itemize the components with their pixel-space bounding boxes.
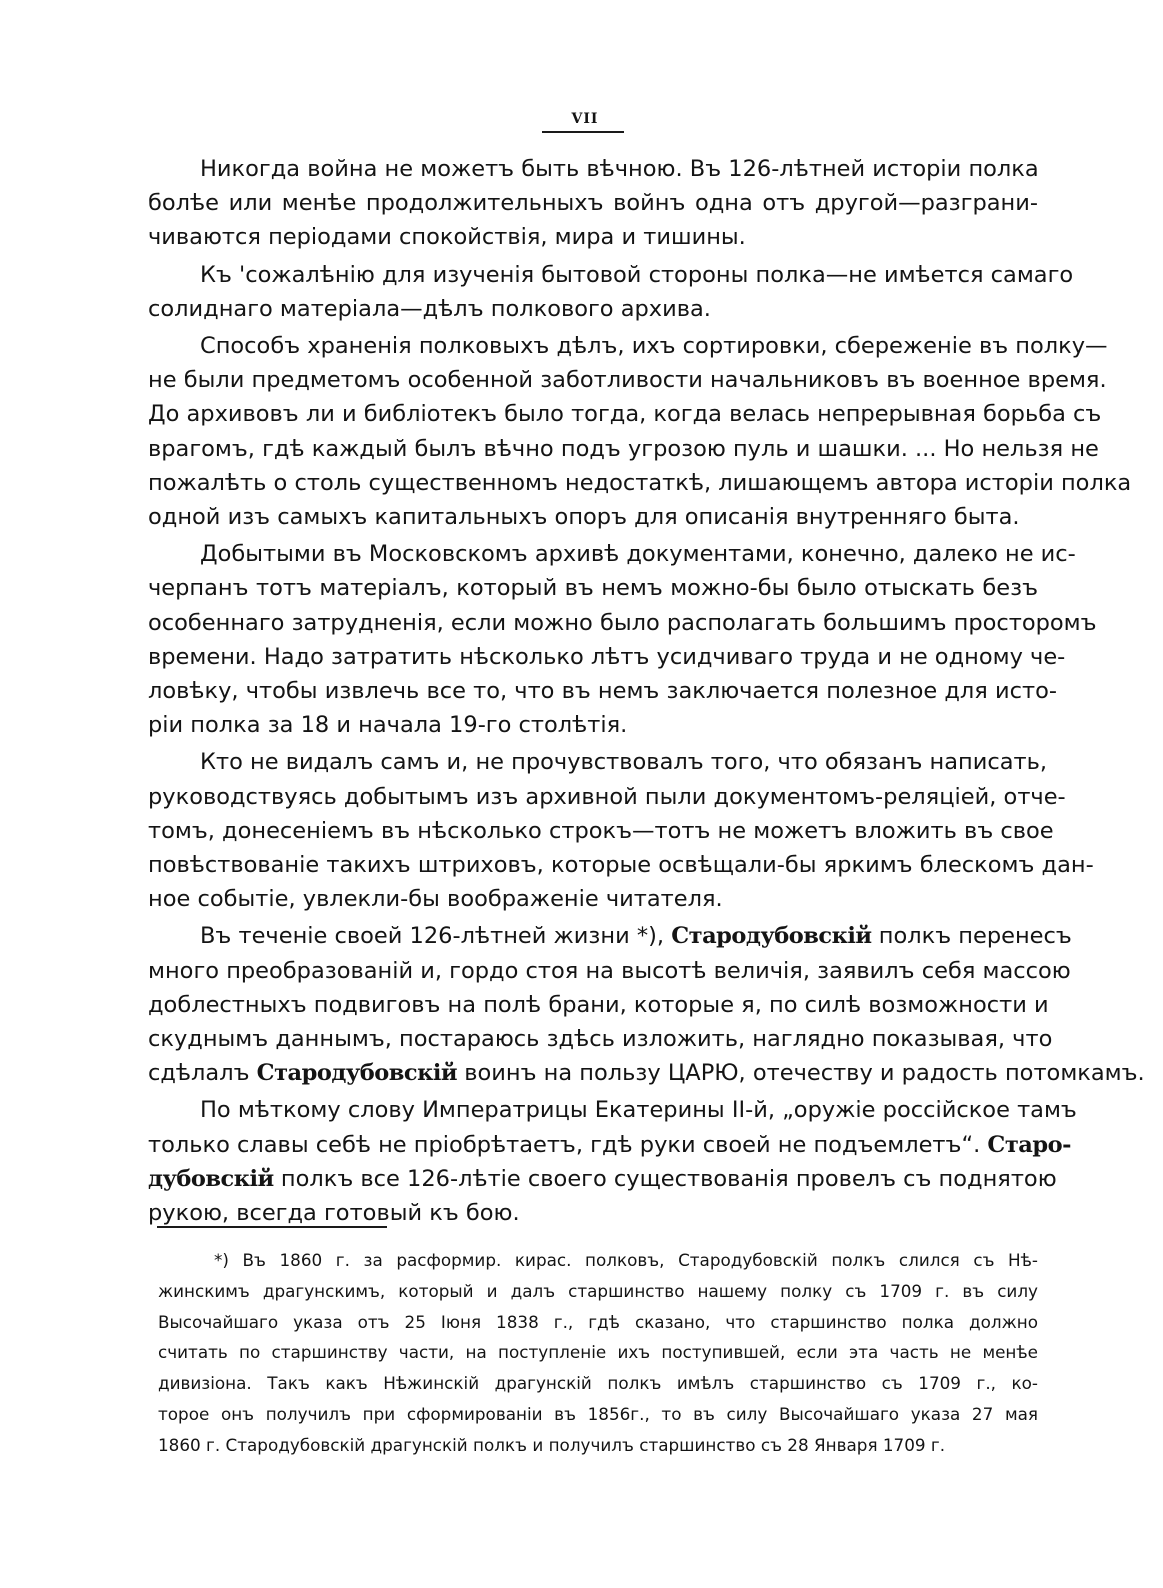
text-line: времени. Надо затратить нѣсколько лѣтъ усидчиваго труда и не одному че-	[148, 643, 1066, 670]
footnote-line: *) Въ 1860 г. за расформир. кирас. полковъ, Стародубовскій полкъ слился съ Нѣ-	[214, 1250, 1038, 1270]
text-line: доблестныхъ подвиговъ на полѣ брани, которые я, по силѣ возможности и	[148, 991, 1049, 1018]
text-run: Въ теченіе своей 126-лѣтней жизни *),	[200, 923, 665, 950]
text-line	[148, 919, 1072, 953]
regiment-name-emphasis: Старо-	[987, 1131, 1071, 1158]
text-run: воинъ на пользу ЦАРЮ, отечеству и радость потомкамъ.	[464, 1060, 1145, 1087]
text-line: ріи полка за 18 и начала 19-го столѣтія.	[148, 712, 628, 739]
text-line: чиваются періодами спокойствія, мира и тишины.	[148, 224, 746, 251]
text-line: врагомъ, гдѣ каждый былъ вѣчно подъ угрозою пуль и шашки. ... Но нельзя не	[148, 435, 1099, 462]
text-line: Къ 'сожалѣнію для изученія бытовой стороны полка—не имѣется самаго	[200, 261, 1074, 288]
regiment-name-emphasis: Стародубовскій	[256, 1060, 458, 1087]
text-line: По мѣткому слову Императрицы Екатерины II-й, „оружіе россійское тамъ	[200, 1097, 1077, 1124]
regiment-name-emphasis: Стародубовскій	[671, 923, 872, 950]
text-line: рукою, всегда готовый къ бою.	[148, 1200, 520, 1227]
text-run: только славы себѣ не пріобрѣтаетъ, гдѣ руки своей не подъемлетъ“.	[148, 1131, 981, 1158]
text-line: Способъ храненія полковыхъ дѣлъ, ихъ сортировки, сбереженіе въ полку—	[200, 333, 1108, 360]
text-line: ное событіе, увлекли-бы воображеніе читателя.	[148, 886, 723, 913]
text-run: сдѣлалъ	[148, 1060, 250, 1087]
footnote-separator	[157, 1226, 387, 1228]
text-line: Никогда война не можетъ быть вѣчною. Въ 126-лѣтней исторіи полка	[200, 156, 1039, 182]
text-run: полкъ все 126-лѣтіе своего существованія провелъ съ поднятою	[280, 1165, 1057, 1192]
text-line	[148, 1128, 1071, 1162]
text-line: томъ, донесеніемъ въ нѣсколько строкъ—тотъ не можетъ вложить въ свое	[148, 817, 1054, 844]
text-run: полкъ перенесъ	[878, 923, 1072, 950]
text-line: одной изъ самыхъ капитальныхъ опоръ для описанія внутренняго быта.	[148, 504, 1020, 531]
footnote-line: жинскимъ драгунскимъ, который и далъ старшинство нашему полку съ 1709 г. въ силу	[158, 1280, 1038, 1301]
page-number: VII	[571, 111, 599, 127]
footnote-line: 1860 г. Стародубовскій драгунскій полкъ и получилъ старшинство съ 28 Января 1709 г.	[158, 1434, 946, 1455]
text-line: Кто не видалъ самъ и, не прочувствовалъ того, что обязанъ написать,	[200, 749, 1048, 776]
text-line	[148, 1056, 1145, 1090]
footnote-line: торое онъ получилъ при сформированіи въ 1856г., то въ силу Высочайшаго указа 27 мая	[158, 1403, 1038, 1424]
text-line: солиднаго матеріала—дѣлъ полкового архива.	[148, 295, 711, 322]
page-number-rule	[542, 131, 624, 133]
footnote-line: Высочайшаго указа отъ 25 Іюня 1838 г., гдѣ сказано, что старшинство полка должно	[158, 1311, 1038, 1332]
text-line: скуднымъ даннымъ, постараюсь здѣсь изложить, наглядно показывая, что	[148, 1026, 1053, 1053]
text-line: много преобразованій и, гордо стоя на высотѣ величія, заявилъ себя массою	[148, 957, 1071, 984]
text-line	[148, 1162, 1057, 1196]
text-line: повѣствованіе такихъ штриховъ, которые освѣщали-бы яркимъ блескомъ дан-	[148, 852, 1094, 879]
text-line: болѣе или менѣе продолжительныхъ войнъ одна отъ другой—разграни-	[148, 190, 1038, 217]
text-line: руководствуясь добытымъ изъ архивной пыли документомъ-реляціей, отче-	[148, 783, 1066, 810]
text-line: Добытыми въ Московскомъ архивѣ документами, конечно, далеко не ис-	[200, 541, 1076, 568]
text-line: черпанъ тотъ матеріалъ, который въ немъ можно-бы было отыскать безъ	[148, 575, 1038, 602]
footnote-line: считать по старшинству части, на поступленіе ихъ поступившей, если эта часть не менѣе	[158, 1342, 1038, 1363]
regiment-name-emphasis: дубовскій	[148, 1165, 274, 1192]
text-line: пожалѣть о столь существенномъ недостаткѣ, лишающемъ автора исторіи полка	[148, 469, 1132, 496]
text-line: ловѣку, чтобы извлечь все то, что въ немъ заключается полезное для исто-	[148, 678, 1057, 705]
body-text	[148, 152, 1145, 1230]
footnote	[158, 1245, 1038, 1461]
text-line: особеннаго затрудненія, если можно было располагать большимъ просторомъ	[148, 609, 1097, 636]
text-line: До архивовъ ли и библіотекъ было тогда, когда велась непрерывная борьба съ	[148, 401, 1102, 428]
footnote-line: дивизіона. Такъ какъ Нѣжинскій драгунскій полкъ имѣлъ старшинство съ 1709 г., ко-	[158, 1373, 1038, 1394]
text-line: не были предметомъ особенной заботливости начальниковъ въ военное время.	[148, 367, 1107, 394]
